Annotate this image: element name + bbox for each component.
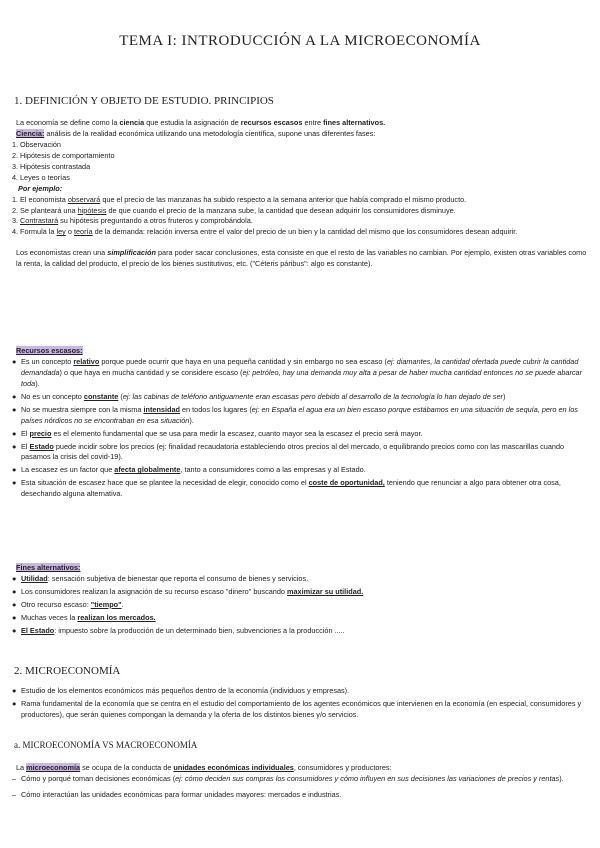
section-2-body	[12, 686, 588, 721]
list-item: ● La escasez es un factor que afecta globalmente, tanto a consumidores como a las empresas y al Estado.	[12, 465, 366, 475]
list-item: ● No es un concepto constante (ej: las cabinas de teléfono antiguamente eran escasas pero debido al desarrollo de la tecnología lo han dejado de ser)	[12, 391, 506, 401]
list-item: – Cómo y porqué toman decisiones económicas (ej: cómo deciden sus compras los consumidores y cómo influyen en sus decisiones las variaciones de precios y rentas).	[12, 773, 564, 783]
simplification-paragraph: Los economistas crean una simplificación para poder sacar conclusiones, esta consiste en que el resto de las variables no cambian. Por ejemplo, existen otras variables como la renta, la calidad del producto, el precio de los bienes sustitutivos, etc. ("Céteris páribus": algo es constante).	[16, 248, 587, 269]
list-item: ● El Estado puede incidir sobre los precios (ej: finalidad recaudatoria estableciendo otros precios al del mercado, o equilibrando precios como con las mascarillas cuando pasamos la crisis del covid-19).	[12, 441, 565, 462]
page-title: TEMA I: INTRODUCCIÓN A LA MICROECONOMÍA	[119, 33, 481, 49]
vs-paragraph: La microeconomía se ocupa de la conducta de unidades económicas individuales, consumidores y productores:	[16, 763, 392, 772]
list-item: ● Los consumidores realizan la asignación de su recurso escaso "dinero" buscando maximizar su utilidad.	[12, 586, 364, 596]
example-label: Por ejemplo:	[18, 183, 63, 193]
list-item: 4. Formula la ley o teoría de la demanda: relación inversa entre el valor del precio de un bien y la cantidad del mismo que los consumidores desean adquirir.	[12, 227, 518, 237]
list-item: – Cómo interactúan las unidades económicas para formar unidades mayores: mercados e industrias.	[12, 789, 342, 799]
definition-paragraph: La economía se define como la ciencia que estudia la asignación de recursos escasos entre fines alternativos.	[16, 118, 386, 127]
subsection-a-heading: a. MICROECONOMÍA VS MACROECONOMÍA	[14, 740, 198, 750]
phases-list	[12, 140, 588, 184]
list-item: ● Muchas veces la realizan los mercados.	[12, 612, 156, 622]
section-1-body	[12, 118, 588, 270]
list-item: 2. Hipótesis de comportamiento	[12, 150, 115, 160]
list-item: ● El precio es el elemento fundamental que se usa para medir la escasez, cuanto mayor sea la escasez el precio será mayor.	[12, 428, 423, 438]
examples-list	[12, 195, 588, 239]
ciencia-paragraph: Ciencia: análisis de la realidad económica utilizando una metodología científica, supone unas diferentes fases:	[16, 128, 376, 138]
list-item: 1. El economista observará que el precio de las manzanas ha subido respecto a la semana anterior que había comprado el mismo producto.	[12, 194, 467, 204]
list-item: ● Estudio de los elementos económicos más pequeños dentro de la economía (individuos y empresas).	[12, 686, 350, 695]
section-1-heading: 1. DEFINICIÓN Y OBJETO DE ESTUDIO. PRINCIPIOS	[14, 95, 274, 107]
fines-alternativos-section	[12, 563, 588, 637]
list-item: 3. Hipótesis contrastada	[12, 161, 91, 171]
fines-alternativos-heading: Fines alternativos:	[16, 563, 81, 572]
recursos-escasos-heading: Recursos escasos:	[16, 346, 83, 355]
list-item: 1. Observación	[12, 139, 61, 149]
list-item: ● Otro recurso escaso: "tiempo".	[12, 599, 124, 609]
list-item: ● Es un concepto relativo porque puede ocurrir que haya en una pequeña cantidad y sin embargo no sea escaso (ej: diamantes, la cantidad ofertada puede cubrir la cantidad demandada) o que haya en mucha cantidad y se considere escaso (ej: petróleo, hay una demanda muy alta a pesar de haber mucha cantidad entonces no se puede abarcar toda).	[12, 356, 583, 388]
list-item: ● Rama fundamental de la economía que se centra en el estudio del comportamiento de los agentes económicos que intervienen en la economía (en especial, consumidores y productores), que serán quienes compongan la demanda y la oferta de los distintos bienes y/o servicios.	[12, 698, 582, 719]
list-item: ● Esta situación de escasez hace que se plantee la necesidad de elegir, conocido como el coste de oportunidad, teniendo que renunciar a algo para obtener otra cosa, desechando alguna alternativa.	[12, 478, 561, 499]
list-item: 2. Se planteará una hipótesis de que cuando el precio de la manzana sube, la cantidad que desean adquirir los consumidores disminuye.	[12, 205, 456, 215]
list-item: ● No se muestra siempre con la misma intensidad en todos los lugares (ej: en España el agua era un bien escaso porque estábamos en una situación de sequía, pero en los países nórdicos no se encontraban en esa situación).	[12, 404, 578, 425]
list-item: 4. Leyes o teorías	[12, 172, 70, 182]
recursos-escasos-section	[12, 346, 588, 500]
list-item: ● Utilidad: sensación subjetiva de bienestar que reporta el consumo de bienes y servicios.	[12, 573, 309, 583]
subsection-a-body	[12, 763, 588, 801]
list-item: ● El Estado: impuesto sobre la producción de un determinado bien, subvenciones a la producción .....	[12, 625, 345, 635]
section-2-heading: 2. MICROECONOMÍA	[14, 665, 121, 677]
list-item: 3. Contrastará su hipótesis preguntando a otros fruteros y comprobándola.	[12, 216, 253, 226]
